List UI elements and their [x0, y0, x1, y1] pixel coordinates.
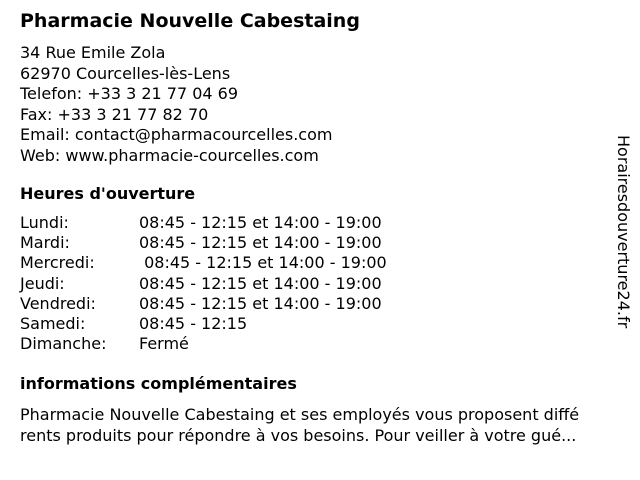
day-label: Samedi: — [20, 313, 86, 333]
day-label: Lundi: — [20, 213, 69, 232]
day-hours: 08:45 - 12:15 et 14:00 - 19:00 — [139, 233, 382, 253]
info-text-line-1: Pharmacie Nouvelle Cabestaing et ses employés vous proposent diffé — [20, 405, 580, 424]
site-watermark-text: Horairesdouverture24.fr — [614, 135, 633, 329]
hours-row-sunday — [20, 334, 440, 354]
hours-table — [20, 213, 440, 354]
day-hours: 08:45 - 12:15 et 14:00 - 19:00 — [139, 253, 387, 273]
email-line: Email: contact@pharmacourcelles.com — [20, 125, 333, 144]
hours-row-monday — [20, 213, 440, 233]
phone-line: Telefon: +33 3 21 77 04 69 — [20, 84, 239, 103]
day-hours: 08:45 - 12:15 et 14:00 - 19:00 — [139, 273, 382, 293]
day-label: Mercredi: — [20, 253, 95, 273]
hours-row-thursday — [20, 274, 440, 294]
web-line: Web: www.pharmacie-courcelles.com — [20, 145, 319, 165]
info-paragraph — [20, 404, 632, 446]
info-text-line-2: rents produits pour répondre à vos besoins. Pour veiller à votre gué... — [20, 426, 577, 445]
day-label: Dimanche: — [20, 334, 107, 354]
hours-row-friday — [20, 294, 440, 314]
day-label: Jeudi: — [20, 273, 65, 293]
hours-heading: Heures d'ouverture — [20, 184, 196, 203]
address-street: 34 Rue Emile Zola — [20, 43, 166, 62]
day-hours: Fermé — [139, 334, 189, 354]
day-hours: 08:45 - 12:15 — [139, 313, 248, 333]
day-hours: 08:45 - 12:15 et 14:00 - 19:00 — [139, 213, 382, 232]
contact-block — [20, 43, 332, 166]
site-watermark — [612, 135, 640, 345]
fax-line: Fax: +33 3 21 77 82 70 — [20, 104, 209, 124]
address-city: 62970 Courcelles-lès-Lens — [20, 63, 231, 83]
day-label: Vendredi: — [20, 293, 96, 313]
info-heading: informations complémentaires — [20, 374, 297, 393]
hours-row-wednesday — [20, 253, 440, 273]
pharmacy-name: Pharmacie Nouvelle Cabestaing — [20, 10, 360, 32]
hours-row-saturday — [20, 314, 440, 334]
day-hours: 08:45 - 12:15 et 14:00 - 19:00 — [139, 293, 382, 313]
hours-row-tuesday — [20, 233, 440, 253]
day-label: Mardi: — [20, 233, 70, 253]
